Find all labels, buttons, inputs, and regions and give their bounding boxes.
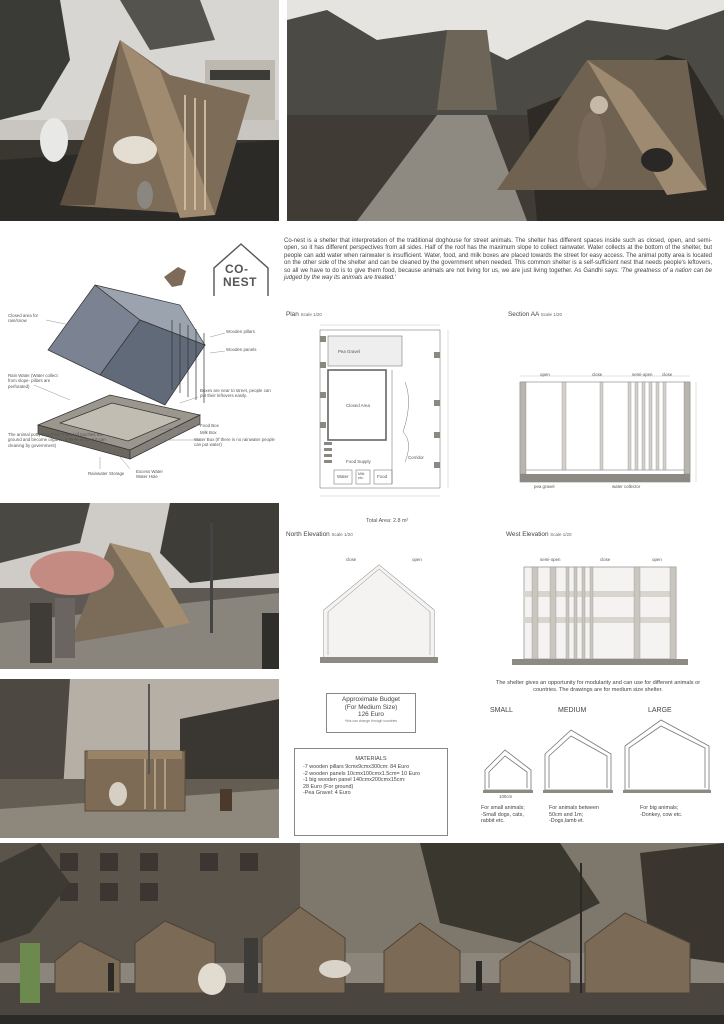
materials-title: MATERIALS — [355, 756, 387, 762]
label-boxes-near-street: Boxes are near to street, people can put their leftovers easily. — [200, 388, 271, 399]
materials-item: -1 big wooden panel 140cmx200cmx15cm: — [303, 777, 406, 784]
label-rainwater-storage: Rainwater Storage — [88, 471, 125, 476]
north-elevation-title — [286, 531, 353, 538]
size-small-dim: 100cm — [499, 794, 513, 799]
size-medium-title: MEDIUM — [558, 707, 587, 714]
north-label-close: close — [346, 557, 357, 562]
section-scale: Scale 1/20 — [540, 312, 562, 317]
plan-label-food-supply: Food Supply — [346, 459, 371, 464]
plan-label-pea-gravel: Pea Gravel — [338, 349, 360, 354]
render-park-shelter — [287, 0, 724, 221]
section-title-text: Section AA — [508, 311, 539, 318]
materials-item: 28 Euro (For ground) — [303, 783, 354, 790]
budget-line-1: Approximate Budget — [342, 696, 400, 703]
label-water-box: Water Box (If there is no rainwater people can put water) — [194, 437, 275, 448]
size-large-desc — [640, 805, 682, 818]
section-title — [508, 311, 562, 318]
budget-note: *this can change through countries — [344, 718, 398, 723]
north-scale: Scale 1/20 — [331, 532, 353, 537]
materials-item: -Pea Gravel: 4 Euro — [303, 790, 351, 797]
render-shelter-evening — [0, 679, 279, 838]
size-small-title: SMALL — [490, 707, 513, 714]
section-label-close: close — [592, 372, 603, 377]
size-medium-desc-2: 50cm and 1m; — [549, 811, 584, 818]
size-small-desc — [481, 805, 525, 825]
section-label-water-collector: water collector — [612, 484, 641, 489]
size-medium-desc — [549, 805, 599, 825]
plan-label-milk: Milk etc. — [358, 472, 365, 480]
gandhi-quote: 'The greatness of a nation can be judged by the way its animals are treated.' — [284, 267, 712, 282]
materials-item: -2 wooden panels 10cmx100cmx1.5cm= 10 Euro — [303, 770, 421, 777]
materials-box — [294, 748, 448, 836]
description — [284, 238, 712, 282]
size-medium-desc-1: For animals between — [549, 805, 600, 811]
description-text: Co-nest is a shelter that interpretation of the traditional doghouse for street animals. The shelter has different spaces inside such as closed, open, and semi-open, so it has different perspectives from all sides. Half of the roof has the maximum slope to collect rainwater. Water collects at the bottom of the shelter, but people can add water when rainwater is insufficient. Water, food, and milk boxes are placed towards the street for easy access. The animal potty area is located on the other side of the shelter and can be cleaned by the government when needed. This common shelter is a self-sufficient nest that needs people's leftovers, so all we have to do is to give them food, because animals are not living for us, we are just living together. As Gandhi says: — [284, 238, 712, 274]
label-excess-water: Excess Water Water Hole — [136, 469, 163, 480]
north-title-text: North Elevation — [286, 531, 330, 538]
size-small-desc-3: rabbit etc. — [481, 818, 505, 825]
size-medium-desc-3: -Dogs,lamb et. — [549, 818, 585, 825]
plan-label-food: Food — [377, 474, 388, 479]
label-wooden-panels: Wooden panels — [226, 347, 257, 352]
section-label-close-2: close — [662, 372, 673, 377]
plan-title — [286, 311, 322, 318]
label-wooden-pillars: Wooden pillars — [226, 329, 255, 334]
size-large-desc-1: For big animals; — [640, 805, 679, 811]
north-elevation-drawing — [314, 555, 444, 670]
size-large-title: LARGE — [648, 707, 672, 714]
modularity-text: The shelter gives an opportunity for modularity and can use for different animals or countries. The drawings are for medium size shelter. — [495, 680, 701, 693]
west-label-close: close — [600, 557, 611, 562]
plan-drawing — [310, 322, 460, 522]
west-elevation-title — [506, 531, 572, 538]
plan-total-area: Total Area: 2.8 m² — [366, 518, 409, 524]
co-nest-logo — [211, 240, 271, 300]
label-potty-area: The animal potty area(Pea Gravel (If touches the ground and become organic, if there is need it can cleaning by government) — [8, 432, 106, 448]
plan-label-corridor: Corridor — [408, 455, 424, 460]
label-food-box: Food Box — [200, 423, 219, 428]
logo-line2: NEST — [223, 275, 258, 289]
west-label-semi-open: semi-open — [540, 557, 561, 562]
section-drawing — [500, 372, 710, 492]
render-dog-shelter — [0, 0, 279, 221]
plan-label-closed-area: Closed Area — [346, 403, 370, 408]
budget-line-2: (For Medium Size) — [344, 703, 398, 711]
section-label-pea-gravel: pea gravel — [534, 484, 555, 489]
label-milk-box: Milk Box — [200, 430, 217, 435]
plan-title-text: Plan — [286, 311, 299, 318]
plan-scale: Scale 1/20 — [300, 312, 322, 317]
size-small-desc-2: -Small dogs, cats, — [481, 811, 524, 818]
west-elevation-drawing — [506, 555, 711, 670]
budget-box — [326, 693, 416, 733]
size-comparison-drawing — [475, 718, 715, 798]
size-large-desc-2: -Donkey, cow etc. — [640, 811, 683, 818]
section-label-open: open — [540, 372, 550, 377]
render-street-umbrella — [0, 503, 279, 669]
label-rain-water: Rain Water (Water collect from slope- pillars are perforated) — [8, 373, 58, 389]
size-small-desc-1: For small animals; — [481, 805, 525, 811]
west-label-open: open — [652, 557, 662, 562]
west-scale: Scale 1/20 — [550, 532, 572, 537]
plan-label-water: Water — [337, 474, 349, 479]
materials-item: -7 wooden pillars 9cmx9cmx300cm: 84 Euro — [303, 764, 410, 770]
section-label-semi-open: semi-open — [632, 372, 653, 377]
budget-total: 126 Euro — [358, 711, 384, 719]
north-label-open: open — [412, 557, 422, 562]
materials-list — [303, 764, 447, 797]
label-closed-area: Closed area for rain/snow — [8, 313, 39, 324]
logo-line1: CO- — [225, 262, 249, 276]
west-title-text: West Elevation — [506, 531, 549, 538]
render-street-panorama — [0, 843, 724, 1024]
